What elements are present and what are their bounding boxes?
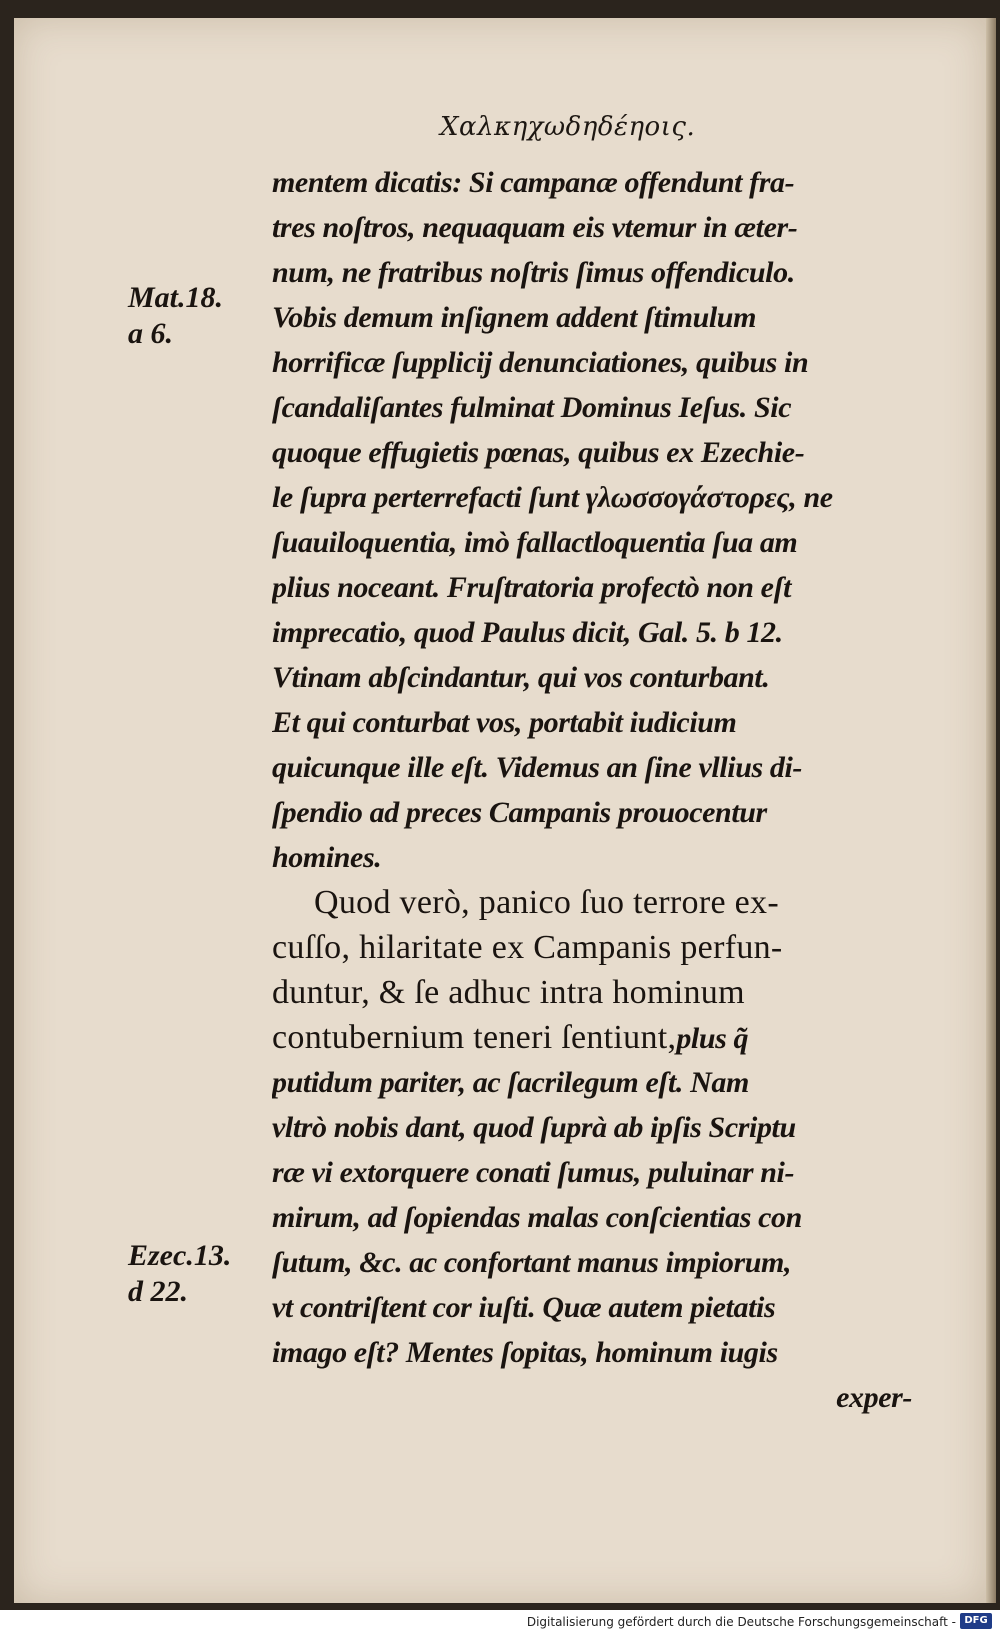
text-line: tres noſtros, nequaquam eis vtemur in æter- [272,211,798,244]
text-line: mentem dicatis: Si campanæ offendunt fra- [272,166,795,199]
text-line: duntur, & ſe adhuc intra hominum [272,974,745,1011]
text-line: quicunque ille eſt. Videmus an ſine vllius di- [272,751,802,784]
text-line: putidum pariter, ac ſacrilegum eſt. Nam [272,1066,749,1099]
text-line: ſcandaliſantes fulminat Dominus Ieſus. Sic [272,391,792,424]
footer-credit: Digitalisierung gefördert durch die Deutsche Forschungsgemeinschaft - [526,1615,956,1629]
text-line: Vobis demum inſignem addent ſtimulum [272,301,757,334]
marginal-reference-2 [128,1238,268,1310]
text-segment-roman: contubernium teneri ſentiunt, [272,1019,677,1056]
text-line: vt contriſtent cor iuſti. Quæ autem pietatis [272,1291,776,1324]
text-line: le ſupra perterrefacti ſunt γλωσσογάστορες, ne [272,481,833,514]
marginal-reference-1 [128,280,268,352]
marginal-reference-line: a 6. [128,317,173,350]
text-line: ræ vi extorquere conati ſumus, puluinar ni- [272,1156,795,1189]
text-line: Et qui conturbat vos, portabit iudicium [272,706,737,739]
text-line: num, ne fratribus noſtris ſimus offendiculo. [272,256,795,289]
text-line: Vtinam abſcindantur, qui vos conturbant. [272,661,770,694]
text-line: ſutum, &c. ac confortant manus impiorum, [272,1246,792,1279]
page-edge [986,18,996,1603]
text-line: vltrò nobis dant, quod ſuprà ab ipſis Scriptu [272,1111,796,1144]
marginal-reference-line: Mat.18. [128,281,224,314]
running-head: Χαλκηχωδηδέηοις. [440,112,696,142]
text-line: ſpendio ad preces Campanis prouocentur [272,796,767,829]
marginal-reference-line: d 22. [128,1275,188,1308]
text-line-mixed [272,1015,912,1060]
text-line: mirum, ad ſopiendas malas conſcientias con [272,1201,802,1234]
marginal-reference-line: Ezec.13. [128,1239,232,1272]
text-line: plius noceant. Fruſtratoria profectò non eſt [272,571,792,604]
body-text [272,160,912,1420]
text-segment-italic: plus q̃ [676,1022,749,1055]
dfg-logo-icon: DFG [960,1613,992,1629]
text-line: imprecatio, quod Paulus dicit, Gal. 5. b 12. [272,616,783,649]
text-line: ſuauiloquentia, imò fallactloquentia ſua am [272,526,798,559]
text-line: cuſſo, hilaritate ex Campanis perfun- [272,929,783,966]
catchword: exper- [836,1381,912,1414]
text-line: homines. [272,841,382,874]
text-line: horrificæ ſupplicij denunciationes, quibus in [272,346,809,379]
text-line: quoque effugietis pœnas, quibus ex Ezechie- [272,436,805,469]
text-line: Quod verò, panico ſuo terrore ex- [314,884,779,921]
text-line: imago eſt? Mentes ſopitas, hominum iugis [272,1336,778,1369]
